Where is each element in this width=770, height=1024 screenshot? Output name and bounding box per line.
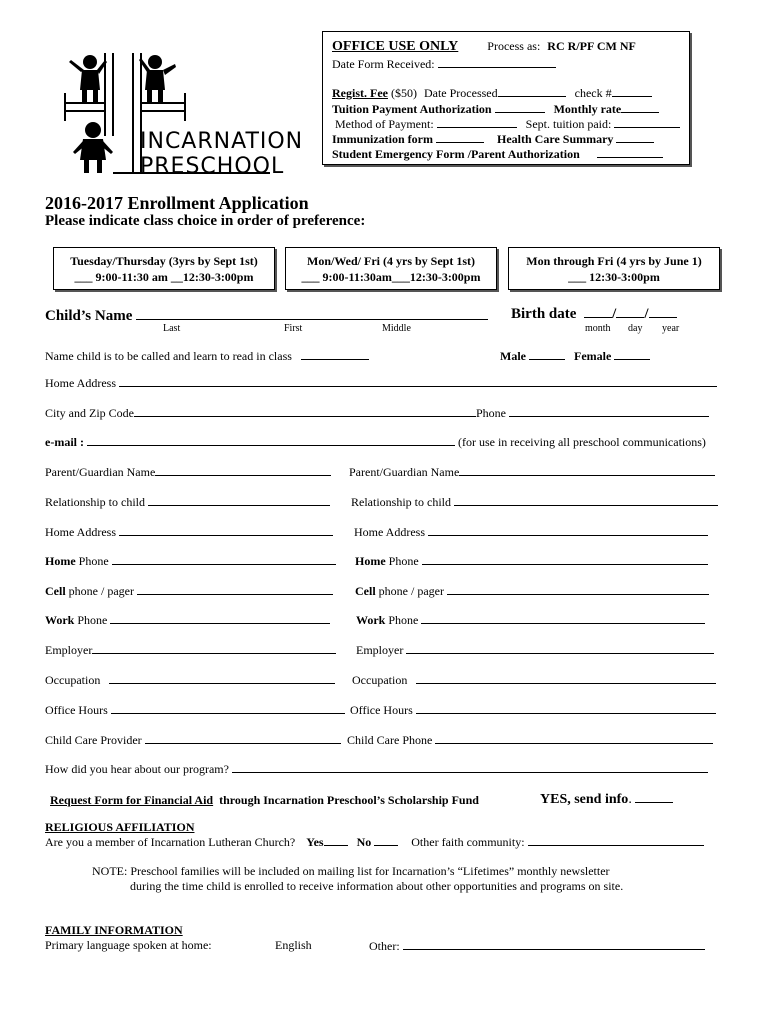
parent1-occupation-field[interactable] bbox=[109, 672, 335, 684]
parent1-work-row bbox=[45, 612, 330, 628]
immunization-label: Immunization form bbox=[332, 132, 433, 146]
yes-label: Yes bbox=[306, 835, 324, 849]
parent1-occupation-row bbox=[45, 672, 335, 688]
name-hint-last: Last bbox=[163, 323, 181, 334]
date-received-field[interactable] bbox=[438, 56, 556, 68]
cell-rest-label: phone / pager bbox=[68, 584, 134, 598]
parent2-occupation-field[interactable] bbox=[416, 672, 716, 684]
child-name-row bbox=[45, 306, 488, 325]
parent2-relationship-label: Relationship to child bbox=[351, 495, 451, 509]
birth-hint-month: month bbox=[585, 323, 611, 334]
care-phone-field[interactable] bbox=[435, 732, 713, 744]
parent2-work-row bbox=[356, 612, 705, 628]
home-label: Home bbox=[355, 554, 386, 568]
birth-month-field[interactable] bbox=[584, 306, 612, 318]
phone-word: Phone bbox=[388, 554, 419, 568]
class-choice-label: Mon through Fri (4 yrs by June 1) bbox=[526, 254, 702, 268]
class-choice-times: ___ 12:30-3:00pm bbox=[568, 270, 660, 284]
birth-day-field[interactable] bbox=[616, 306, 644, 318]
other-faith-label: Other faith community: bbox=[411, 835, 525, 849]
fee-amount: ($50) bbox=[390, 86, 417, 100]
sept-tuition-label: Sept. tuition paid: bbox=[525, 117, 612, 131]
parent1-relationship-label: Relationship to child bbox=[45, 495, 145, 509]
parent1-relationship-field[interactable] bbox=[148, 494, 330, 506]
religious-heading: RELIGIOUS AFFILIATION bbox=[45, 820, 195, 834]
parent2-employer-label: Employer bbox=[356, 643, 404, 657]
phone-label: Phone bbox=[476, 406, 506, 420]
newsletter-note-line2: during the time child is enrolled to receive information about other opportunities and programs on site. bbox=[130, 879, 624, 893]
immunization-field[interactable] bbox=[436, 131, 484, 143]
logo-line-preschool: PRESCHOOL bbox=[140, 154, 285, 179]
parent1-home-phone-field[interactable] bbox=[112, 553, 336, 565]
health-care-field[interactable] bbox=[616, 131, 654, 143]
care-provider-label: Child Care Provider bbox=[45, 733, 142, 747]
parent1-occupation-label: Occupation bbox=[45, 673, 101, 687]
parent2-address-row bbox=[354, 524, 708, 540]
birth-hint-year: year bbox=[662, 323, 680, 334]
parent1-office-hours-row bbox=[45, 702, 345, 718]
regist-fee-label: Regist. Fee bbox=[332, 86, 388, 100]
other-language-label: Other: bbox=[369, 939, 400, 953]
child-name-field[interactable] bbox=[136, 306, 488, 320]
parent2-employer-row bbox=[356, 642, 714, 658]
emergency-field[interactable] bbox=[597, 146, 663, 158]
parent2-name-row bbox=[349, 464, 715, 480]
sept-tuition-field[interactable] bbox=[614, 116, 680, 128]
hear-about-row bbox=[45, 761, 708, 777]
parent1-address-label: Home Address bbox=[45, 525, 116, 539]
care-provider-row bbox=[45, 732, 341, 748]
care-provider-field[interactable] bbox=[145, 732, 341, 744]
email-field[interactable] bbox=[87, 434, 455, 446]
method-label: Method of Payment: bbox=[335, 117, 434, 131]
send-info-row bbox=[540, 791, 673, 808]
called-name-row bbox=[45, 348, 369, 364]
no-label: No bbox=[356, 835, 372, 849]
female-label: Female bbox=[574, 349, 612, 363]
method-field[interactable] bbox=[437, 116, 517, 128]
parent2-occupation-row bbox=[352, 672, 716, 688]
tuition-auth-label: Tuition Payment Authorization bbox=[332, 102, 492, 116]
parent1-home-phone-row bbox=[45, 553, 336, 569]
parent2-cell-row bbox=[355, 583, 709, 599]
cell-label: Cell bbox=[355, 584, 376, 598]
class-choice-label: Mon/Wed/ Fri (4 yrs by Sept 1st) bbox=[307, 254, 475, 268]
class-choice-mon-fri[interactable] bbox=[508, 247, 720, 290]
other-faith-field[interactable] bbox=[528, 834, 704, 846]
other-language-row bbox=[369, 938, 705, 954]
financial-aid-row bbox=[50, 793, 479, 808]
gender-row bbox=[500, 348, 650, 364]
parent2-name-label: Parent/Guardian Name bbox=[349, 465, 460, 479]
parent2-home-phone-field[interactable] bbox=[422, 553, 708, 565]
check-label: check # bbox=[574, 86, 612, 100]
parent1-address-row bbox=[45, 524, 333, 540]
yes-field[interactable] bbox=[324, 834, 348, 846]
city-zip-row bbox=[45, 405, 709, 421]
care-phone-label: Child Care Phone bbox=[347, 733, 433, 747]
religious-row bbox=[45, 834, 704, 850]
work-label: Work bbox=[356, 613, 386, 627]
parent1-employer-field[interactable] bbox=[92, 642, 336, 654]
send-info-field[interactable] bbox=[635, 791, 673, 803]
parent2-relationship-row bbox=[351, 494, 718, 510]
cell-label: Cell bbox=[45, 584, 66, 598]
name-hint-middle: Middle bbox=[382, 323, 411, 334]
class-choice-mon-wed-fri[interactable] bbox=[285, 247, 497, 290]
care-phone-row bbox=[347, 732, 713, 748]
other-language-field[interactable] bbox=[403, 938, 705, 950]
birth-date-row: Birth date / / bbox=[511, 306, 677, 323]
male-field[interactable] bbox=[529, 348, 565, 360]
process-codes: RC R/PF CM NF bbox=[547, 39, 636, 53]
name-hint-first: First bbox=[284, 323, 303, 334]
parent2-cell-field[interactable] bbox=[447, 583, 709, 595]
parent1-cell-row bbox=[45, 583, 333, 599]
parent1-work-field[interactable] bbox=[110, 612, 330, 624]
financial-aid-text: through Incarnation Preschool’s Scholarship Fund bbox=[219, 793, 479, 807]
office-use-box bbox=[322, 31, 690, 165]
class-choice-times: ___ 9:00-11:30 am __12:30-3:00pm bbox=[74, 270, 254, 284]
home-address-field[interactable] bbox=[119, 375, 717, 387]
called-name-field[interactable] bbox=[301, 348, 369, 360]
no-field[interactable] bbox=[374, 834, 398, 846]
phone-field[interactable] bbox=[509, 405, 709, 417]
class-choice-label: Tuesday/Thursday (3yrs by Sept 1st) bbox=[70, 254, 258, 268]
birth-date-label: Birth date bbox=[511, 306, 577, 322]
family-heading: FAMILY INFORMATION bbox=[45, 923, 183, 937]
date-processed-label: Date Processed bbox=[423, 86, 498, 100]
send-info-label: YES, send info bbox=[540, 792, 629, 807]
parent2-office-hours-field[interactable] bbox=[416, 702, 716, 714]
email-note: (for use in receiving all preschool communications) bbox=[457, 435, 706, 449]
parent2-work-field[interactable] bbox=[421, 612, 705, 624]
page-subtitle: Please indicate class choice in order of preference: bbox=[45, 213, 366, 229]
parent2-name-field[interactable] bbox=[459, 464, 715, 476]
email-row bbox=[45, 434, 706, 450]
called-name-label: Name child is to be called and learn to read in class bbox=[45, 349, 292, 363]
page-title: 2016-2017 Enrollment Application bbox=[45, 193, 309, 213]
class-choice-times: ___ 9:00-11:30am___12:30-3:00pm bbox=[301, 270, 481, 284]
hear-about-field[interactable] bbox=[232, 761, 708, 773]
phone-word: Phone bbox=[388, 613, 419, 627]
city-zip-field[interactable] bbox=[134, 405, 476, 417]
work-label: Work bbox=[45, 613, 75, 627]
parent2-relationship-field[interactable] bbox=[454, 494, 718, 506]
date-processed-field[interactable] bbox=[498, 85, 566, 97]
class-choice-tue-thu[interactable] bbox=[53, 247, 275, 290]
phone-word: Phone bbox=[77, 613, 108, 627]
parent1-relationship-row bbox=[45, 494, 330, 510]
parent1-office-hours-label: Office Hours bbox=[45, 703, 108, 717]
monthly-rate-field[interactable] bbox=[621, 101, 659, 113]
logo-line-incarnation: INCARNATION bbox=[140, 129, 304, 154]
parent2-office-hours-row bbox=[350, 702, 716, 718]
birth-hint-day: day bbox=[628, 323, 643, 334]
city-zip-label: City and Zip Code bbox=[45, 406, 134, 420]
office-title: OFFICE USE ONLY bbox=[332, 39, 459, 54]
check-number-field[interactable] bbox=[612, 85, 652, 97]
parent1-office-hours-field[interactable] bbox=[111, 702, 345, 714]
tuition-auth-field[interactable] bbox=[495, 101, 545, 113]
home-address-label: Home Address bbox=[45, 376, 116, 390]
send-info-dot: . bbox=[628, 792, 632, 807]
parent1-name-label: Parent/Guardian Name bbox=[45, 465, 156, 479]
date-received-label: Date Form Received: bbox=[332, 57, 435, 71]
monthly-rate-label: Monthly rate bbox=[553, 102, 622, 116]
emergency-label: Student Emergency Form /Parent Authorization bbox=[332, 147, 580, 161]
parent1-address-field[interactable] bbox=[119, 524, 333, 536]
parent2-home-phone-row bbox=[355, 553, 708, 569]
home-address-row bbox=[45, 375, 717, 391]
parent1-cell-field[interactable] bbox=[137, 583, 333, 595]
financial-aid-link[interactable]: Request Form for Financial Aid bbox=[50, 793, 214, 807]
religious-question: Are you a member of Incarnation Lutheran Church? bbox=[45, 835, 296, 849]
female-field[interactable] bbox=[614, 348, 650, 360]
hear-about-label: How did you hear about our program? bbox=[45, 762, 229, 776]
cell-rest-label: phone / pager bbox=[378, 584, 444, 598]
parent2-occupation-label: Occupation bbox=[352, 673, 408, 687]
phone-word: Phone bbox=[78, 554, 109, 568]
parent1-name-field[interactable] bbox=[155, 464, 331, 476]
parent1-employer-label: Employer bbox=[45, 643, 93, 657]
parent2-address-label: Home Address bbox=[354, 525, 425, 539]
parent1-name-row bbox=[45, 464, 331, 480]
newsletter-note-line1: NOTE: Preschool families will be included on mailing list for Incarnation’s “Lifetimes” monthly newsletter bbox=[92, 864, 610, 878]
primary-language-label: Primary language spoken at home: bbox=[45, 938, 212, 952]
parent2-employer-field[interactable] bbox=[406, 642, 714, 654]
process-as-label: Process as: bbox=[487, 39, 541, 53]
email-label: e-mail : bbox=[45, 435, 84, 449]
parent1-employer-row bbox=[45, 642, 336, 658]
birth-year-field[interactable] bbox=[649, 306, 677, 318]
male-label: Male bbox=[500, 349, 526, 363]
home-label: Home bbox=[45, 554, 76, 568]
parent2-office-hours-label: Office Hours bbox=[350, 703, 413, 717]
parent2-address-field[interactable] bbox=[428, 524, 708, 536]
english-option[interactable]: English bbox=[275, 938, 312, 952]
child-name-label: Child’s Name bbox=[45, 308, 133, 324]
health-care-label: Health Care Summary bbox=[497, 132, 614, 146]
